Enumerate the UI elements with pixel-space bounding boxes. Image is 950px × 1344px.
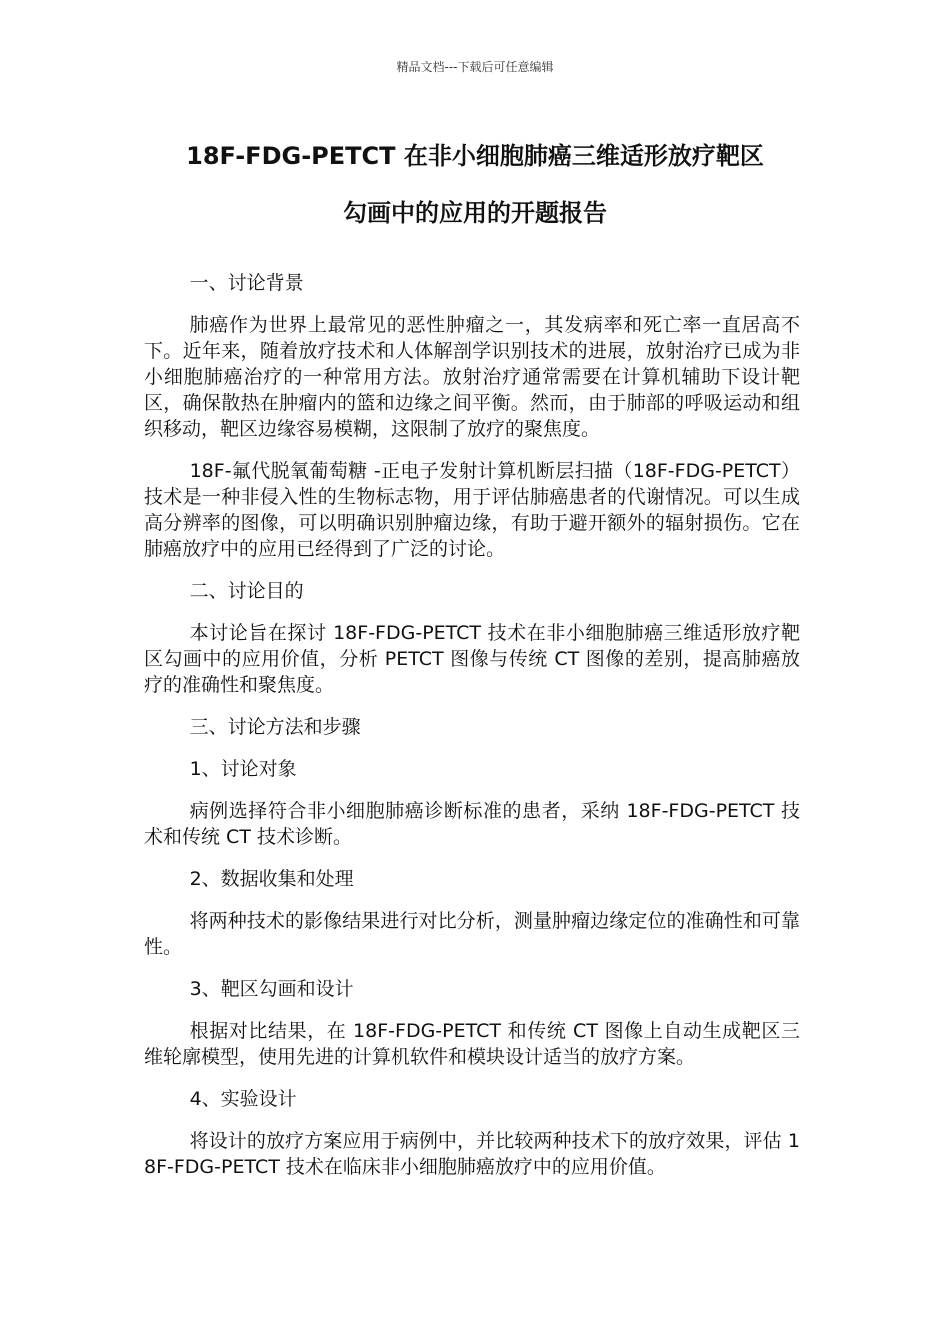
document-body (144, 270, 800, 1196)
document-title-line-2: 勾画中的应用的开题报告 (343, 199, 607, 227)
subsection-heading-data: 2、数据收集和处理 (189, 868, 354, 890)
paragraph-purpose: 本讨论旨在探讨 18F-FDG-PETCT 技术在非小细胞肺癌三维适形放疗靶区勾画中的应用价值，分析 PETCT 图像与传统 CT 图像的差别，提高肺癌放疗的准确性和聚焦度。 (144, 622, 800, 696)
paragraph-subjects: 病例选择符合非小细胞肺癌诊断标准的患者，采纳 18F-FDG-PETCT 技术和传统 CT 技术诊断。 (144, 800, 800, 848)
document-title-line-1: 18F-FDG-PETCT 在非小细胞肺癌三维适形放疗靶区 (186, 142, 764, 170)
paragraph-background-1: 肺癌作为世界上最常见的恶性肿瘤之一，其发病率和死亡率一直居高不下。近年来，随着放疗技术和人体解剖学识别技术的进展，放射治疗已成为非小细胞肺癌治疗的一种常用方法。放射治疗通常需要在计算机辅助下设计靶区，确保散热在肿瘤内的篮和边缘之间平衡。然而，由于肺部的呼吸运动和组织移动，靶区边缘容易模糊，这限制了放疗的聚焦度。 (144, 314, 800, 440)
paragraph-data: 将两种技术的影像结果进行对比分析，测量肿瘤边缘定位的准确性和可靠性。 (144, 910, 800, 958)
section-heading-background: 一、讨论背景 (189, 272, 304, 294)
paragraph-experiment: 将设计的放疗方案应用于病例中，并比较两种技术下的放疗效果，评估 18F-FDG-PETCT 技术在临床非小细胞肺癌放疗中的应用价值。 (144, 1130, 800, 1178)
header-note: 精品文档---下载后可任意编辑 (396, 60, 554, 74)
subsection-heading-experiment: 4、实验设计 (189, 1088, 297, 1110)
paragraph-background-2: 18F-氟代脱氧葡萄糖 -正电子发射计算机断层扫描（18F-FDG-PETCT）技术是一种非侵入性的生物标志物，用于评估肺癌患者的代谢情况。可以生成高分辨率的图像，可以明确识别肿瘤边缘，有助于避开额外的辐射损伤。它在肺癌放疗中的应用已经得到了广泛的讨论。 (144, 460, 800, 560)
subsection-heading-subjects: 1、讨论对象 (189, 758, 297, 780)
paragraph-target: 根据对比结果，在 18F-FDG-PETCT 和传统 CT 图像上自动生成靶区三维轮廓模型，使用先进的计算机软件和模块设计适当的放疗方案。 (144, 1020, 800, 1068)
section-heading-methods: 三、讨论方法和步骤 (189, 716, 361, 738)
section-heading-purpose: 二、讨论目的 (189, 580, 304, 602)
subsection-heading-target: 3、靶区勾画和设计 (189, 978, 354, 1000)
